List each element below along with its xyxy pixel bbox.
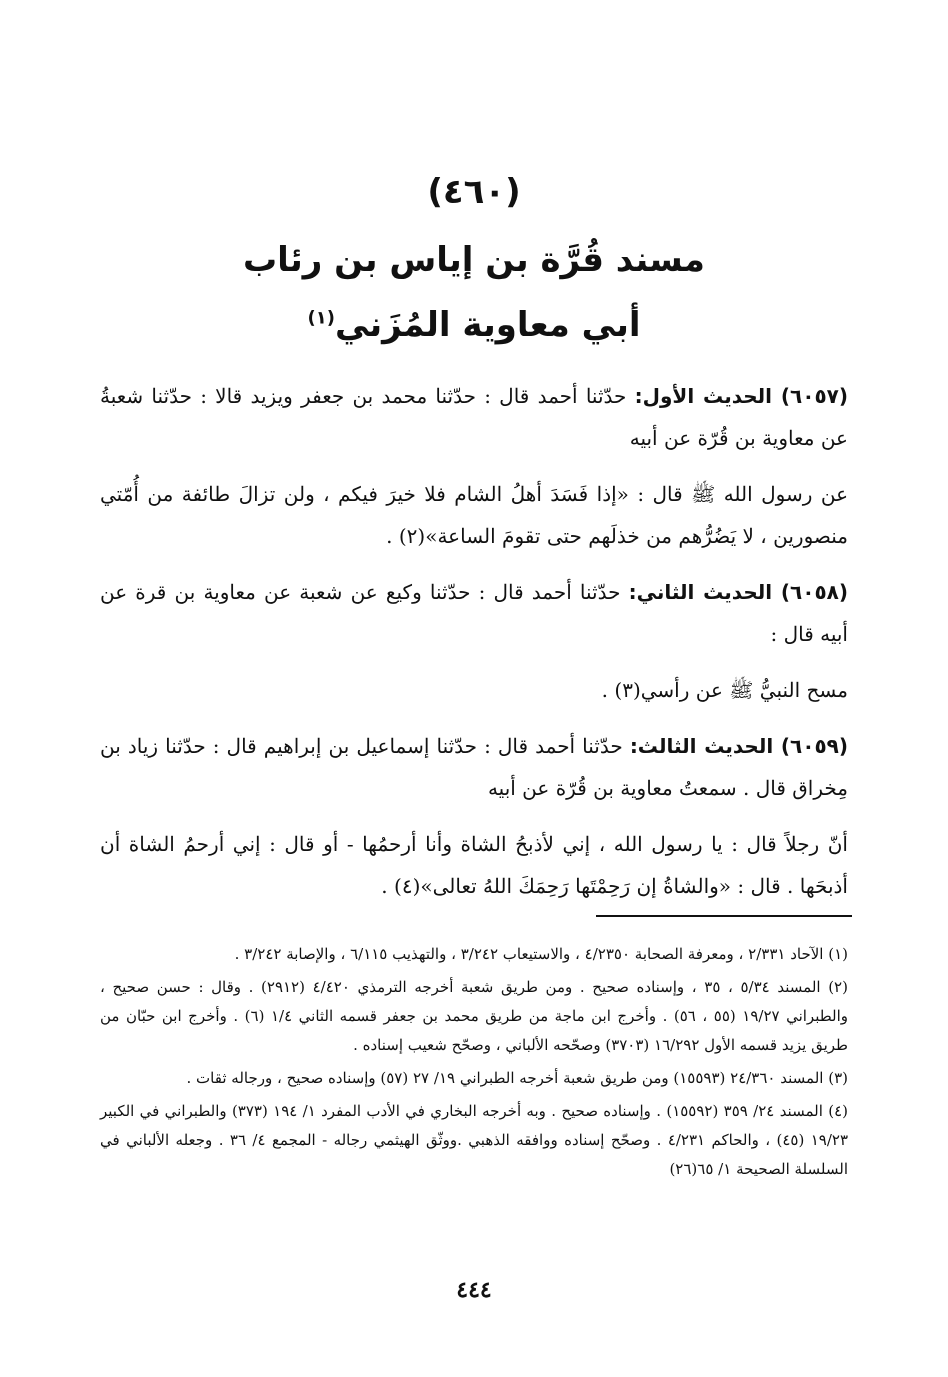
footnote-separator [596,915,852,917]
hadith-1-heading: (٦٠٥٧) الحديث الأول: [634,384,848,408]
main-text [100,375,848,921]
footnote-1: (١) الآحاد ٢/٣٣١ ، ومعرفة الصحابة ٤/٢٣٥٠ ، والاستيعاب ٣/٢٤٢ ، والتهذيب ٦/١١٥ ، والإصابة ٣/٢٤٢ . [234,945,848,963]
chapter-number: (٤٦٠) [427,172,521,212]
hadith-1-matn: عن رسول الله ﷺ قال : «إذا فَسَدَ أهلُ الشام فلا خيرَ فيكم ، ولن تزالَ طائفة من أُمّتي منصورين ، لا يَضُرُّهم من خذلَهم حتى تقومَ الساعة»(٢) . [100,482,848,548]
hadith-2-heading: (٦٠٥٨) الحديث الثاني: [628,580,848,604]
chapter-title-line2 [0,305,948,345]
hadith-1-isnad-text: حدّثنا أحمد قال : حدّثنا محمد بن جعفر ويزيد قالا : حدّثنا شعبةُ عن معاوية بن قُرّة عن أبيه [100,384,848,450]
hadith-3-matn: أنّ رجلاً قال : يا رسول الله ، إني لأذبحُ الشاة وأنا أرحمُها - أو قال : إني أرحمُ الشاة أن أذبحَها . قال : «والشاةُ إن رَحِمْتَها رَحِمَكَ اللهُ تعالى»(٤) . [100,832,848,898]
hadith-3-heading: (٦٠٥٩) الحديث الثالث: [629,734,848,758]
hadith-2-isnad-text: حدّثنا أحمد قال : حدّثنا وكيع عن شعبة عن معاوية بن قرة عن أبيه قال : [100,580,848,646]
title-footnote-ref: (١) [307,307,335,329]
page-number: ٤٤٤ [456,1277,492,1303]
hadith-3-isnad-text: حدّثنا أحمد قال : حدّثنا إسماعيل بن إبراهيم قال : حدّثنا زياد بن مِخراق قال . سمعتُ معاوية بن قُرّة عن أبيه [100,734,848,800]
hadith-2-matn: مسح النبيُّ ﷺ عن رأسي(٣) . [601,678,848,702]
chapter-title-text: أبي معاوية المُزَني [334,305,641,345]
hadith-1-isnad [100,375,848,459]
footnotes [100,940,848,1188]
chapter-title-line1: مسند قُرَّة بن إياس بن رئاب [243,240,705,280]
hadith-2-isnad [100,571,848,655]
footnote-4: (٤) المسند ٢٤/ ٣٥٩ (١٥٥٩٢) . وإسناده صحيح . وبه أخرجه البخاري في الأدب المفرد ١/ ١٩٤ (٣٧٣) والطبراني في الكبير ١٩/٢٣ (٤٥) ، والحاكم ٤/٢٣١ . وصحّح إسناده ووافقه الذهبي .ووثّق الهيثمي رجاله - المجمع ٤/ ٣٦ . وجعله الألباني في السلسلة الصحيحة ١/ ٦٥(٢٦) [100,1102,849,1178]
footnote-3: (٣) المسند ٢٤/٣٦٠ (١٥٥٩٣) ومن طريق شعبة أخرجه الطبراني ١٩/ ٢٧ (٥٧) وإسناده صحيح ، ورجاله ثقات . [186,1069,848,1087]
footnote-2: (٢) المسند ٥/٣٤ ، ٣٥ ، وإسناده صحيح . ومن طريق شعبة أخرجه الترمذي ٤/٤٢٠ (٢٩١٢) . وقال : حسن صحيح ، والطبراني ١٩/٢٧ (٥٥ ، ٥٦) . وأخرج ابن ماجة من طريق محمد بن جعفر قسمه الثاني ١/٤ (٦) . وأخرج ابن حبّان من طريق يزيد قسمه الأول ١٦/٢٩٢ (٣٧٠٣) وصحّحه الألباني ، وصحّح شعيب إسناده . [100,978,849,1054]
hadith-3-isnad [100,725,848,809]
